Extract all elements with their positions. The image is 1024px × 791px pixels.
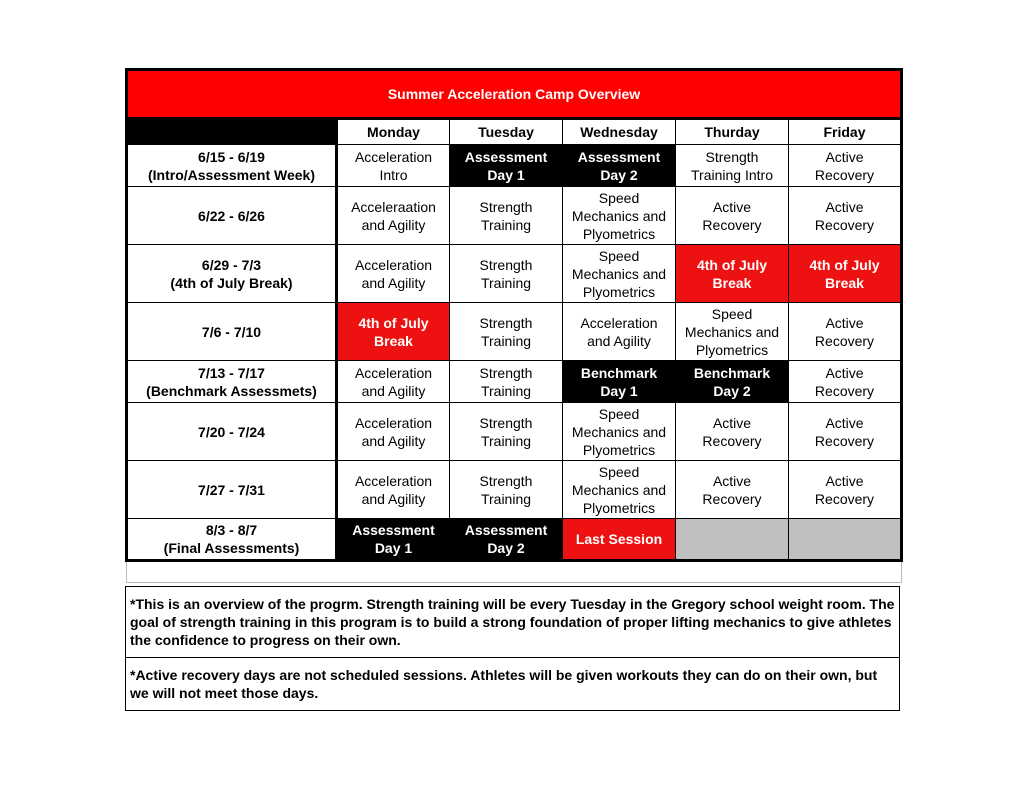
- session-cell-monday: [337, 519, 450, 561]
- session-text-line: Speed: [598, 463, 640, 480]
- week-row: [127, 145, 902, 187]
- session-text-line: Acceleration: [354, 472, 433, 489]
- session-cell-thurday: [676, 187, 789, 245]
- session-cell-thurday: [676, 145, 789, 187]
- week-row: [127, 303, 902, 361]
- week-label-line: 6/15 - 6/19: [198, 148, 265, 165]
- session-cell-wednesday: [563, 361, 676, 403]
- week-label-line: 7/27 - 7/31: [198, 481, 265, 498]
- session-text-line: Strength: [479, 198, 533, 215]
- session-cell-tuesday: [450, 145, 563, 187]
- session-text-line: Active: [825, 472, 864, 489]
- session-cell-friday: [789, 519, 902, 561]
- page-title: Summer Acceleration Camp Overview: [127, 70, 902, 119]
- session-text-line: Break: [712, 274, 752, 291]
- session-cell-monday: [337, 187, 450, 245]
- session-text-line: Recovery: [814, 332, 875, 349]
- session-text-line: Strength: [479, 314, 533, 331]
- schedule-table: [125, 68, 903, 583]
- session-text-line: Training Intro: [691, 166, 773, 183]
- session-text-line: Assessment: [352, 522, 435, 538]
- session-text-line: Mechanics and: [571, 423, 667, 440]
- session-text-line: Speed: [598, 189, 640, 206]
- session-cell-tuesday: [450, 461, 563, 519]
- session-cell-monday: [337, 403, 450, 461]
- session-text-line: Speed: [598, 247, 640, 264]
- session-text-line: Last Session: [575, 531, 663, 547]
- session-cell-thurday: [676, 403, 789, 461]
- session-text-line: Assessment: [464, 522, 548, 538]
- session-text-line: Training: [480, 490, 532, 507]
- session-text-line: Active: [825, 364, 864, 381]
- session-cell-wednesday: [563, 461, 676, 519]
- week-label-line: (Intro/Assessment Week): [147, 166, 315, 183]
- week-row: [127, 361, 902, 403]
- week-label: [127, 403, 337, 461]
- week-label-line: (4th of July Break): [170, 274, 293, 291]
- session-cell-wednesday: [563, 245, 676, 303]
- session-text-line: Day 1: [600, 382, 638, 399]
- session-text-line: Strength: [705, 148, 759, 165]
- session-text-line: Active: [825, 148, 864, 165]
- week-label: [127, 187, 337, 245]
- session-cell-wednesday: [563, 145, 676, 187]
- session-cell-thurday: [676, 461, 789, 519]
- session-cell-thurday: [676, 303, 789, 361]
- session-text-line: Speed: [711, 305, 753, 322]
- week-row: [127, 403, 902, 461]
- session-text-line: Plyometrics: [582, 441, 656, 458]
- week-label: [127, 303, 337, 361]
- session-text-line: Speed: [598, 405, 640, 422]
- session-text-line: and Agility: [361, 274, 426, 291]
- session-cell-thurday: [676, 519, 789, 561]
- session-text-line: Recovery: [702, 490, 762, 507]
- session-text-line: Benchmark: [580, 364, 658, 381]
- session-text-line: Active: [712, 198, 752, 215]
- session-text-line: Mechanics and: [571, 207, 667, 224]
- session-text-line: Recovery: [814, 432, 875, 449]
- session-text-line: Training: [480, 274, 532, 291]
- session-cell-friday: [789, 145, 902, 187]
- session-text-line: Strength: [479, 256, 533, 273]
- week-row: [127, 461, 902, 519]
- session-text-line: Recovery: [702, 216, 762, 233]
- header-blank-cell: [127, 119, 337, 145]
- session-text-line: and Agility: [361, 382, 426, 399]
- week-label: [127, 461, 337, 519]
- day-header-friday: Friday: [789, 119, 902, 145]
- week-label-line: 7/6 - 7/10: [201, 323, 262, 340]
- week-label: [127, 361, 337, 403]
- session-text-line: Active: [825, 414, 864, 431]
- session-cell-monday: [337, 145, 450, 187]
- session-cell-friday: [789, 245, 902, 303]
- session-cell-thurday: [676, 361, 789, 403]
- session-text-line: Assessment: [577, 148, 661, 165]
- session-cell-monday: [337, 461, 450, 519]
- session-text-line: Training: [480, 332, 532, 349]
- session-cell-tuesday: [450, 403, 563, 461]
- session-cell-tuesday: [450, 361, 563, 403]
- session-cell-tuesday: [450, 519, 563, 561]
- session-text-line: Training: [480, 382, 532, 399]
- week-label: [127, 145, 337, 187]
- session-cell-friday: [789, 403, 902, 461]
- week-label-line: 7/20 - 7/24: [198, 423, 265, 440]
- session-text-line: Benchmark: [693, 364, 771, 381]
- session-text-line: Active: [712, 414, 752, 431]
- session-text-line: Acceleration: [580, 314, 658, 331]
- session-text-line: Assessment: [464, 148, 548, 165]
- session-cell-wednesday: [563, 187, 676, 245]
- session-text-line: Plyometrics: [582, 283, 656, 300]
- session-cell-monday: [337, 303, 450, 361]
- session-cell-friday: [789, 187, 902, 245]
- session-cell-wednesday: [563, 403, 676, 461]
- week-row: [127, 245, 902, 303]
- session-text-line: and Agility: [587, 332, 651, 349]
- session-text-line: Acceleraation: [351, 198, 436, 215]
- week-label-line: 8/3 - 8/7: [205, 522, 258, 538]
- session-cell-wednesday: [563, 519, 676, 561]
- week-row: [127, 187, 902, 245]
- session-cell-friday: [789, 361, 902, 403]
- session-text-line: Recovery: [814, 216, 875, 233]
- session-text-line: Day 2: [600, 166, 638, 183]
- day-header-thurday: Thurday: [676, 119, 789, 145]
- session-text-line: Day 2: [713, 382, 751, 399]
- session-text-line: Acceleration: [354, 148, 433, 165]
- session-text-line: 4th of July: [809, 256, 880, 273]
- session-text-line: Mechanics and: [571, 481, 667, 498]
- session-cell-thurday: [676, 245, 789, 303]
- session-text-line: Mechanics and: [571, 265, 667, 282]
- session-text-line: Active: [712, 472, 752, 489]
- session-text-line: 4th of July: [696, 256, 767, 273]
- session-text-line: Training: [480, 432, 532, 449]
- session-cell-monday: [337, 245, 450, 303]
- session-text-line: Mechanics and: [684, 323, 780, 340]
- notes-table: [125, 586, 900, 711]
- week-label-line: 6/29 - 7/3: [201, 256, 262, 273]
- session-text-line: Acceleration: [354, 414, 433, 431]
- day-header-tuesday: Tuesday: [450, 119, 563, 145]
- session-text-line: 4th of July: [358, 314, 429, 331]
- session-text-line: Strength: [479, 472, 533, 489]
- session-cell-wednesday: [563, 303, 676, 361]
- session-text-line: Recovery: [814, 382, 875, 399]
- session-cell-friday: [789, 461, 902, 519]
- day-header-wednesday: Wednesday: [563, 119, 676, 145]
- session-text-line: Strength: [479, 414, 533, 431]
- week-label-line: 7/13 - 7/17: [198, 364, 265, 381]
- session-cell-friday: [789, 303, 902, 361]
- session-cell-monday: [337, 361, 450, 403]
- session-text-line: Active: [825, 198, 864, 215]
- session-text-line: and Agility: [361, 216, 426, 233]
- session-cell-tuesday: [450, 187, 563, 245]
- week-label: [127, 519, 337, 561]
- session-text-line: Acceleration: [354, 364, 433, 381]
- session-text-line: Plyometrics: [582, 225, 656, 242]
- session-text-line: Plyometrics: [582, 499, 656, 516]
- session-text-line: Strength: [479, 364, 533, 381]
- session-text-line: Day 1: [374, 540, 413, 556]
- session-text-line: Intro: [379, 166, 408, 183]
- session-text-line: Break: [374, 332, 413, 349]
- day-header-monday: Monday: [337, 119, 450, 145]
- week-label-line: (Final Assessments): [163, 540, 300, 556]
- session-text-line: Plyometrics: [695, 341, 769, 358]
- week-label-line: (Benchmark Assessmets): [146, 382, 317, 399]
- session-text-line: Recovery: [702, 432, 762, 449]
- session-text-line: Day 2: [487, 540, 525, 556]
- session-text-line: Recovery: [814, 166, 875, 183]
- session-text-line: Recovery: [814, 490, 875, 507]
- session-text-line: and Agility: [361, 490, 426, 507]
- session-text-line: Active: [825, 314, 864, 331]
- spacer-cell: [127, 561, 902, 583]
- session-text-line: Day 1: [487, 166, 525, 183]
- week-label-line: 6/22 - 6/26: [198, 207, 265, 224]
- session-text-line: Training: [480, 216, 532, 233]
- session-cell-tuesday: [450, 303, 563, 361]
- note-strength-training: *This is an overview of the progrm. Strength training will be every Tuesday in the Gregory school weight room. The goal of strength training in this program is to build a strong foundation of proper lifting mechanics to give athletes the confidence to progress on their own.: [126, 587, 900, 658]
- session-cell-tuesday: [450, 245, 563, 303]
- session-text-line: Acceleration: [354, 256, 433, 273]
- week-row: [127, 519, 902, 561]
- spacer-row: [127, 561, 902, 583]
- note-active-recovery: *Active recovery days are not scheduled sessions. Athletes will be given workouts they can do on their own, but we will not meet those days.: [126, 658, 900, 711]
- week-label: [127, 245, 337, 303]
- session-text-line: Break: [825, 274, 864, 291]
- session-text-line: and Agility: [361, 432, 426, 449]
